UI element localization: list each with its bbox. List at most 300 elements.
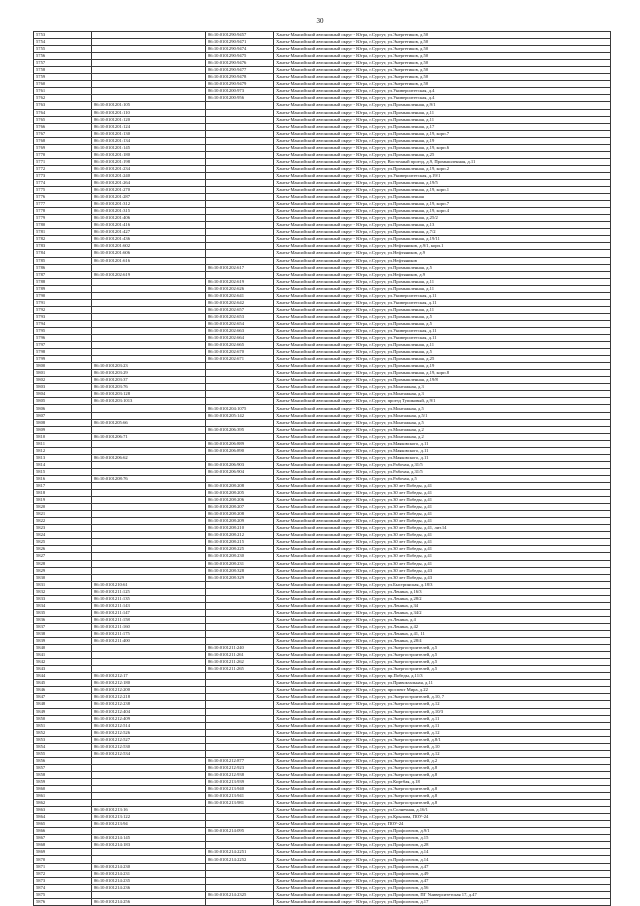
cadastral-number-cell <box>206 172 274 179</box>
cadastral-number-cell <box>206 715 274 722</box>
row-number-cell: 5754 <box>34 39 92 46</box>
table-body <box>34 32 611 906</box>
row-number-cell: 5816 <box>34 475 92 482</box>
cadastral-quarter-cell <box>92 447 206 454</box>
table-row <box>34 285 611 292</box>
table-row <box>34 95 611 102</box>
cadastral-quarter-cell <box>92 483 206 490</box>
table-row <box>34 123 611 130</box>
address-cell: Ханты-Мансийский автономный округ - Югра, г.Сургут, ул.Энергостроителей, д.8/1 <box>274 736 611 743</box>
cadastral-number-cell <box>206 630 274 637</box>
cadastral-quarter-cell <box>92 546 206 553</box>
address-cell: Ханты-Мансийский автономный округ - Югра, г.Сургут, ул.30 лет Победы, д.41 <box>274 532 611 539</box>
cadastral-number-cell <box>206 680 274 687</box>
cadastral-quarter-cell: 86:10:0101201:406 <box>92 215 206 222</box>
table-row <box>34 715 611 722</box>
cadastral-number-cell: 86:10:0101208:210 <box>206 525 274 532</box>
cadastral-quarter-cell <box>92 497 206 504</box>
address-cell: Ханты-Мансийский автономный округ - Югра, г.Сургут, ул.Энергетиков, д.50 <box>274 74 611 81</box>
address-cell: Ханты-Мансийский автономный округ - Югра, г.Сургут, ул.Промышленная, д.11 <box>274 109 611 116</box>
row-number-cell: 5871 <box>34 863 92 870</box>
row-number-cell: 5859 <box>34 778 92 785</box>
address-cell: Ханты-Мансийский автономный округ - Югра, г.Сургут, ул.Монтажная, д.5 <box>274 419 611 426</box>
row-number-cell: 5753 <box>34 32 92 39</box>
address-cell: Ханты-Мансийский автономный округ - Югра, г.Сургут, ул.30 лет Победы, д.41, лит.14 <box>274 525 611 532</box>
cadastral-quarter-cell: 86:10:0101201:427 <box>92 229 206 236</box>
table-row <box>34 384 611 391</box>
address-cell: Ханты-Мансийский автономный округ - Югра, г.Сургут, ул.Монтажная, д.5/1 <box>274 412 611 419</box>
cadastral-number-cell <box>206 165 274 172</box>
table-row <box>34 46 611 53</box>
cadastral-quarter-cell: 86:10:0101211:135 <box>92 595 206 602</box>
address-cell: Ханты-Мансийский автономный округ - Югра, г.Сургут, ул.Профсоюзов, д.28 <box>274 842 611 849</box>
address-cell: Ханты-Мансийский автономный округ - Югра, г.Сургут, ул.Университетская, д.4 <box>274 88 611 95</box>
cadastral-number-cell: 86:10:0101290:9471 <box>206 39 274 46</box>
table-row <box>34 405 611 412</box>
address-cell: Ханты-Мансийский автономный округ - Югра, г.Сургут, ул.30 лет Победы, д.41 <box>274 483 611 490</box>
table-row <box>34 842 611 849</box>
row-number-cell: 5799 <box>34 356 92 363</box>
address-cell: Ханты-Мансийский автономный округ - Югра, г.Сургут, ул.Нефтяников, д.9 <box>274 271 611 278</box>
cadastral-number-cell <box>206 243 274 250</box>
address-cell: Ханты-Мансийский автономный округ - Югра, г.Сургут, ул.Энергостроителей, д.8 <box>274 771 611 778</box>
table-row <box>34 786 611 793</box>
address-cell: Ханты-Мансийский автономный округ - Югра, г.Сургут, ул.30 лет Победы, д.41 <box>274 511 611 518</box>
cadastral-quarter-cell: 86:10:0101201:198 <box>92 158 206 165</box>
cadastral-quarter-cell <box>92 461 206 468</box>
row-number-cell: 5835 <box>34 609 92 616</box>
cadastral-number-cell <box>206 623 274 630</box>
address-cell: Ханты-Мансийский автономный округ - Югра, г.Сургут, ул.Ленина, д.28/4 <box>274 638 611 645</box>
row-number-cell: 5841 <box>34 652 92 659</box>
address-cell: Ханты-Мансийский автономный округ - Югра, г.Сургут, ул.Энергостроителей, д.12 <box>274 701 611 708</box>
cadastral-quarter-cell <box>92 800 206 807</box>
cadastral-number-cell <box>206 708 274 715</box>
cadastral-quarter-cell <box>92 46 206 53</box>
cadastral-quarter-cell <box>92 440 206 447</box>
cadastral-number-cell: 86:10:0101208:225 <box>206 546 274 553</box>
table-row <box>34 454 611 461</box>
table-row <box>34 81 611 88</box>
cadastral-number-cell <box>206 116 274 123</box>
cadastral-number-cell <box>206 581 274 588</box>
row-number-cell: 5784 <box>34 250 92 257</box>
cadastral-number-cell <box>206 743 274 750</box>
row-number-cell: 5834 <box>34 602 92 609</box>
cadastral-quarter-cell: 86:10:0101201:145 <box>92 144 206 151</box>
table-row <box>34 595 611 602</box>
row-number-cell: 5764 <box>34 109 92 116</box>
address-cell: Ханты-Мансийский автономный округ - Югра, г.Сургут, ул.Энергостроителей, д.10/3 <box>274 708 611 715</box>
table-row <box>34 60 611 67</box>
row-number-cell: 5815 <box>34 468 92 475</box>
cadastral-number-cell: 86:10:0101202:664 <box>206 335 274 342</box>
cadastral-number-cell <box>206 863 274 870</box>
row-number-cell: 5810 <box>34 433 92 440</box>
cadastral-number-cell: 86:10:0101206:904 <box>206 468 274 475</box>
cadastral-number-cell: 86:10:0101208:208 <box>206 483 274 490</box>
address-cell: Ханты-Мансийский автономный округ - Югра, г.Сургут, ул.Профсоюзов, д.14 <box>274 849 611 856</box>
cadastral-quarter-cell <box>92 67 206 74</box>
cadastral-quarter-cell <box>92 95 206 102</box>
cadastral-number-cell: 86:10:0101208:328 <box>206 567 274 574</box>
row-number-cell: 5824 <box>34 532 92 539</box>
table-row <box>34 778 611 785</box>
cadastral-quarter-cell: 86:10:0101201:287 <box>92 194 206 201</box>
row-number-cell: 5806 <box>34 405 92 412</box>
row-number-cell: 5853 <box>34 736 92 743</box>
row-number-cell: 5776 <box>34 194 92 201</box>
row-number-cell: 5865 <box>34 821 92 828</box>
table-row <box>34 863 611 870</box>
table-row <box>34 764 611 771</box>
cadastral-number-cell <box>206 602 274 609</box>
row-number-cell: 5826 <box>34 546 92 553</box>
table-row <box>34 306 611 313</box>
table-row <box>34 461 611 468</box>
cadastral-quarter-cell: 86:10:0101203:29 <box>92 370 206 377</box>
row-number-cell: 5775 <box>34 187 92 194</box>
cadastral-quarter-cell <box>92 335 206 342</box>
cadastral-number-cell <box>206 454 274 461</box>
table-row <box>34 53 611 60</box>
cadastral-quarter-cell: 86:10:0101212:238 <box>92 701 206 708</box>
cadastral-quarter-cell <box>92 81 206 88</box>
cadastral-quarter-cell <box>92 264 206 271</box>
table-row <box>34 271 611 278</box>
table-row <box>34 398 611 405</box>
table-row <box>34 807 611 814</box>
row-number-cell: 5791 <box>34 299 92 306</box>
row-number-cell: 5777 <box>34 201 92 208</box>
table-row <box>34 560 611 567</box>
address-cell: Ханты-Мансийский автономный округ - Югра, г.Сургут, ул.Нефтяников <box>274 257 611 264</box>
cadastral-quarter-cell: 86:10:0101212:218 <box>92 694 206 701</box>
address-cell: Ханты-Мансийский автономный округ - Югра, г.Сургут, ул.Промышленная <box>274 194 611 201</box>
address-cell: Ханты-Мансийский автономный округ - Югра, г.Сургут, ул.Промышленная, д.19, корп.7 <box>274 130 611 137</box>
cadastral-number-cell: 86:10:0101202:654 <box>206 320 274 327</box>
cadastral-number-cell <box>206 701 274 708</box>
cadastral-number-cell <box>206 215 274 222</box>
row-number-cell: 5867 <box>34 835 92 842</box>
address-cell: Ханты-Мансийский автономный округ - Югра, г.Сургут, ул.30 лет Победы, д.43 <box>274 574 611 581</box>
row-number-cell: 5856 <box>34 757 92 764</box>
cadastral-quarter-cell: 86:10:0101211:143 <box>92 602 206 609</box>
cadastral-number-cell <box>206 870 274 877</box>
table-row <box>34 137 611 144</box>
cadastral-quarter-cell <box>92 320 206 327</box>
row-number-cell: 5757 <box>34 60 92 67</box>
cadastral-number-cell <box>206 609 274 616</box>
cadastral-quarter-cell <box>92 74 206 81</box>
cadastral-number-cell: 86:10:0101208:230 <box>206 553 274 560</box>
cadastral-number-cell: 86:10:0101214:2252 <box>206 856 274 863</box>
cadastral-number-cell: 86:10:0101290:9475 <box>206 53 274 60</box>
address-cell: Ханты-Мансийский автономный округ - Югра, г.Сургут, ул.Профсоюзов, д.9/1 <box>274 828 611 835</box>
row-number-cell: 5855 <box>34 750 92 757</box>
address-cell: Ханты-Мансийский автономный округ - Югра, г.Сургут, ул.Привокзальная, д.11 <box>274 680 611 687</box>
cadastral-quarter-cell: 86:10:0101214:235 <box>92 877 206 884</box>
row-number-cell: 5767 <box>34 130 92 137</box>
row-number-cell: 5875 <box>34 891 92 898</box>
cadastral-quarter-cell <box>92 504 206 511</box>
address-cell: Ханты-Мансийский автономный округ - Югра, г.Сургут, ул.Университетская, д.11 <box>274 327 611 334</box>
cadastral-quarter-cell <box>92 652 206 659</box>
row-number-cell: 5768 <box>34 137 92 144</box>
row-number-cell: 5857 <box>34 764 92 771</box>
address-cell: Ханты-Мансийский автономный округ - Югра, г.Сургут, ул.Промышленная, д.5 <box>274 320 611 327</box>
row-number-cell: 5814 <box>34 461 92 468</box>
cadastral-quarter-cell <box>92 60 206 67</box>
cadastral-number-cell: 86:10:0101202:663 <box>206 327 274 334</box>
address-cell: Ханты-Мансийский автономный округ - Югра, г.Сургут, ул.Промышленная, д.19/11 <box>274 236 611 243</box>
table-row <box>34 32 611 39</box>
table-row <box>34 264 611 271</box>
address-cell: Ханты-Мансийский автономный округ - Югра, г.Сургут, ул.Энергостроителей, д.5 <box>274 645 611 652</box>
cadastral-number-cell: 86:10:0101214:095 <box>206 828 274 835</box>
row-number-cell: 5761 <box>34 88 92 95</box>
table-row <box>34 722 611 729</box>
cadastral-quarter-cell: 86:10:0101211:158 <box>92 616 206 623</box>
row-number-cell: 5782 <box>34 236 92 243</box>
cadastral-quarter-cell: 86:10:0101211:147 <box>92 609 206 616</box>
row-number-cell: 5759 <box>34 74 92 81</box>
cadastral-number-cell: 86:10:0101206:395 <box>206 426 274 433</box>
address-cell: Ханты-Мансийский автономный округ - Югра, г.Сургут, ул.Маяковского, д.11 <box>274 447 611 454</box>
address-cell: Ханты-Мансийский автономный округ - Югра, г.Сургут, ул.Профсоюзов, д.14 <box>274 856 611 863</box>
table-row <box>34 680 611 687</box>
row-number-cell: 5852 <box>34 729 92 736</box>
address-cell: Ханты-Мансийский автономный округ - Югра, г.Сургут, ул.Промышленная, д.25 <box>274 151 611 158</box>
cadastral-number-cell: 86:10:0101290:9457 <box>206 32 274 39</box>
row-number-cell: 5843 <box>34 666 92 673</box>
cadastral-number-cell <box>206 250 274 257</box>
address-cell: Ханты-Мансийский автономный округ - Югра, г.Сургут, ул.Ленина, д.34 <box>274 602 611 609</box>
cadastral-quarter-cell: 86:10:0101201:120 <box>92 116 206 123</box>
address-cell: Ханты-Мансийский автономный округ - Югра, г.Сургут, ул.Университетская, д.19/1 <box>274 172 611 179</box>
address-cell: Ханты-Мансийский автономный округ - Югра, г.Сургут, ул.Ленина, д.34/2 <box>274 609 611 616</box>
address-cell: Ханты-Мансийский автономный округ - Югра, г.Сургут, ул.Монтажная, д.2 <box>274 426 611 433</box>
address-cell: Ханты-Мансийский автономный округ - Югра, г.Сургут, ул.Энергостроителей, д.5 <box>274 652 611 659</box>
table-row <box>34 356 611 363</box>
table-row <box>34 412 611 419</box>
table-row <box>34 468 611 475</box>
cadastral-number-cell: 86:10:0101212:923 <box>206 764 274 771</box>
row-number-cell: 5755 <box>34 46 92 53</box>
table-row <box>34 229 611 236</box>
cadastral-quarter-cell <box>92 349 206 356</box>
table-row <box>34 574 611 581</box>
cadastral-number-cell <box>206 137 274 144</box>
table-row <box>34 187 611 194</box>
address-cell: Ханты-Мансийский автономный округ - Югра, г.Сургут, ул.Промышленная, д.19/8 <box>274 377 611 384</box>
cadastral-quarter-cell: 86:10:0101202:619 <box>92 271 206 278</box>
cadastral-quarter-cell: 86:10:0101212:404 <box>92 708 206 715</box>
table-row <box>34 553 611 560</box>
row-number-cell: 5851 <box>34 722 92 729</box>
cadastral-quarter-cell <box>92 511 206 518</box>
address-cell: Ханты-Мансийский автономный округ - Югра, г.Сургут, ул.Промышленная, д.25/2 <box>274 215 611 222</box>
row-number-cell: 5842 <box>34 659 92 666</box>
address-cell: Ханты-Мансийский автономный округ - Югра, г.Сургут, ул.Промышленная, д.7/2 <box>274 229 611 236</box>
row-number-cell: 5786 <box>34 264 92 271</box>
cadastral-quarter-cell: 86:10:0101201:436 <box>92 236 206 243</box>
cadastral-number-cell <box>206 208 274 215</box>
table-row <box>34 701 611 708</box>
cadastral-quarter-cell: 86:10:0101201:616 <box>92 257 206 264</box>
cadastral-quarter-cell: 86:10:0101211:175 <box>92 630 206 637</box>
table-row <box>34 729 611 736</box>
row-number-cell: 5836 <box>34 616 92 623</box>
row-number-cell: 5805 <box>34 398 92 405</box>
row-number-cell: 5796 <box>34 335 92 342</box>
cadastral-quarter-cell: 86:10:0101212:514 <box>92 722 206 729</box>
row-number-cell: 5854 <box>34 743 92 750</box>
cadastral-number-cell: 86:10:0101208:215 <box>206 539 274 546</box>
cadastral-quarter-cell: 86:10:0101214:236 <box>92 884 206 891</box>
cadastral-number-cell: 86:10:0101202:642 <box>206 299 274 306</box>
cadastral-quarter-cell <box>92 771 206 778</box>
cadastral-number-cell <box>206 102 274 109</box>
address-cell: Ханты-Мансийский автономный округ - Югра, г.Сургут, ул.Профсоюзов, д.47 <box>274 863 611 870</box>
row-number-cell: 5789 <box>34 285 92 292</box>
cadastral-number-cell <box>206 729 274 736</box>
cadastral-number-cell <box>206 750 274 757</box>
cadastral-number-cell <box>206 370 274 377</box>
cadastral-quarter-cell <box>92 285 206 292</box>
address-cell: Ханты-Мансийский автономный округ - Югра, г.Сургут, ул.Энергостроителей, д.5 <box>274 666 611 673</box>
cadastral-quarter-cell: 86:10:0101206:71 <box>92 433 206 440</box>
cadastral-number-cell <box>206 109 274 116</box>
cadastral-quarter-cell <box>92 525 206 532</box>
cadastral-quarter-cell <box>92 828 206 835</box>
cadastral-number-cell <box>206 257 274 264</box>
address-cell: Ханты-Мансийский автономный округ - Югра, г.Сургут, ул.Солнечная, д.16/1 <box>274 807 611 814</box>
address-cell: Ханты-Мансийский автономный округ - Югра, г.Сургут, ПОУ-24 <box>274 821 611 828</box>
table-row <box>34 588 611 595</box>
address-cell: Ханты-Мансийский автономный округ - Югра, г.Сургут, ул.Нефтяников, д.9/1, корп.1 <box>274 243 611 250</box>
row-number-cell: 5762 <box>34 95 92 102</box>
row-number-cell: 5860 <box>34 786 92 793</box>
table-row <box>34 292 611 299</box>
address-cell: Ханты-Мансийский автономный округ - Югра, г.Сургут, ул.Энергостроителей, д.8 <box>274 764 611 771</box>
cadastral-quarter-cell: 86:10:0101201:130 <box>92 130 206 137</box>
cadastral-number-cell <box>206 222 274 229</box>
table-row <box>34 447 611 454</box>
address-cell: Ханты-Мансийский автономный округ - Югра, г.Сургут, ул.Ленина, д.16/3 <box>274 588 611 595</box>
cadastral-number-cell <box>206 123 274 130</box>
table-row <box>34 673 611 680</box>
cadastral-number-cell: 86:10:0101213:940 <box>206 786 274 793</box>
table-row <box>34 130 611 137</box>
cadastral-quarter-cell <box>92 778 206 785</box>
cadastral-number-cell <box>206 722 274 729</box>
address-cell: Ханты-Мансийский автономный округ - Югра, г.Сургут, ул.Ленина, д.4 <box>274 616 611 623</box>
cadastral-quarter-cell <box>92 849 206 856</box>
cadastral-quarter-cell: 86:10:0101213:16 <box>92 807 206 814</box>
cadastral-quarter-cell: 86:10:0101201:234 <box>92 165 206 172</box>
cadastral-number-cell: 86:10:0101202:626 <box>206 285 274 292</box>
cadastral-quarter-cell: 86:10:0101203:128 <box>92 391 206 398</box>
table-row <box>34 884 611 891</box>
table-row <box>34 525 611 532</box>
row-number-cell: 5823 <box>34 525 92 532</box>
cadastral-number-cell: 86:10:0101202:641 <box>206 292 274 299</box>
row-number-cell: 5840 <box>34 645 92 652</box>
table-row <box>34 891 611 898</box>
address-cell: Ханты-Мансийский автономный округ - Югра, г.Сургут, ул.Энергетиков, д.50 <box>274 46 611 53</box>
address-cell: Ханты-Мансийский автономный округ - Югра, г.Сургут, ул.Университетская, д.11 <box>274 299 611 306</box>
address-cell: Ханты-Мансийский автономный округ - Югра, г.Сургут, ул.Нефтяников, д.9 <box>274 250 611 257</box>
cadastral-quarter-cell <box>92 299 206 306</box>
cadastral-number-cell <box>206 384 274 391</box>
row-number-cell: 5866 <box>34 828 92 835</box>
cadastral-number-cell <box>206 842 274 849</box>
row-number-cell: 5820 <box>34 504 92 511</box>
row-number-cell: 5845 <box>34 680 92 687</box>
table-row <box>34 659 611 666</box>
cadastral-number-cell: 86:10:0101214:2325 <box>206 891 274 898</box>
row-number-cell: 5774 <box>34 179 92 186</box>
cadastral-number-cell: 86:10:0101202:619 <box>206 278 274 285</box>
cadastral-quarter-cell: 86:10:0101201:110 <box>92 109 206 116</box>
cadastral-number-cell: 86:10:0101213:941 <box>206 793 274 800</box>
table-row <box>34 877 611 884</box>
cadastral-quarter-cell <box>92 645 206 652</box>
row-number-cell: 5811 <box>34 440 92 447</box>
cadastral-number-cell: 86:10:0101213:939 <box>206 778 274 785</box>
table-row <box>34 250 611 257</box>
address-cell: Ханты-Мансийский автономный округ - Югра, г.Сургут, ул.Промышленная, д.11 <box>274 116 611 123</box>
cadastral-number-cell: 86:10:0101208:231 <box>206 560 274 567</box>
cadastral-quarter-cell <box>92 856 206 863</box>
row-number-cell: 5864 <box>34 814 92 821</box>
row-number-cell: 5817 <box>34 483 92 490</box>
table-row <box>34 652 611 659</box>
cadastral-quarter-cell: 86:10:0101214:145 <box>92 835 206 842</box>
row-number-cell: 5763 <box>34 102 92 109</box>
cadastral-quarter-cell <box>92 32 206 39</box>
cadastral-number-cell <box>206 877 274 884</box>
address-cell: Ханты-Мансийский автономный округ - Югра, г.Сургут, ул.Промышленная, д.17 <box>274 123 611 130</box>
cadastral-quarter-cell: 86:10:0101201:264 <box>92 179 206 186</box>
cadastral-number-cell <box>206 391 274 398</box>
address-cell: Ханты-Мансийский автономный округ - Югра, г.Сургут, ул.Энергетиков, д.50 <box>274 67 611 74</box>
cadastral-quarter-cell: 86:10:0101213:94 <box>92 821 206 828</box>
cadastral-quarter-cell <box>92 659 206 666</box>
row-number-cell: 5869 <box>34 849 92 856</box>
address-cell: Ханты-Мансийский автономный округ - Югра, г.Сургут, ул.Монтажная, д.2 <box>274 433 611 440</box>
table-row <box>34 828 611 835</box>
cadastral-number-cell: 86:10:0101202:670 <box>206 349 274 356</box>
table-row <box>34 645 611 652</box>
table-row <box>34 694 611 701</box>
address-cell: Ханты-Мансийский автономный округ - Югра, г.Сургут, ул.30 лет Победы, д.41 <box>274 497 611 504</box>
address-cell: Ханты-Мансийский автономный округ - Югра, г.Сургут, ул.Промышленная, д.5 <box>274 349 611 356</box>
address-cell: Ханты-Мансийский автономный округ - Югра, г.Сургут, ул.Ленина, д.42 <box>274 623 611 630</box>
address-cell: Ханты-Мансийский автономный округ - Югра, г.Сургут, ул.30 лет Победы, д.41 <box>274 546 611 553</box>
cadastral-number-cell: 86:10:0101211:262 <box>206 659 274 666</box>
table-row <box>34 849 611 856</box>
table-row <box>34 518 611 525</box>
row-number-cell: 5839 <box>34 638 92 645</box>
cadastral-quarter-cell <box>92 560 206 567</box>
cadastral-number-cell: 86:10:0101202:657 <box>206 306 274 313</box>
cadastral-number-cell <box>206 398 274 405</box>
address-cell: Ханты-Мансийский автономный округ - Югра, г.Сургут, ул.Профсоюзов, д.17 <box>274 898 611 905</box>
address-cell: Ханты-Мансийский автономный округ - Югра, г.Сургут, проспект Мира, д.22 <box>274 687 611 694</box>
row-number-cell: 5780 <box>34 222 92 229</box>
